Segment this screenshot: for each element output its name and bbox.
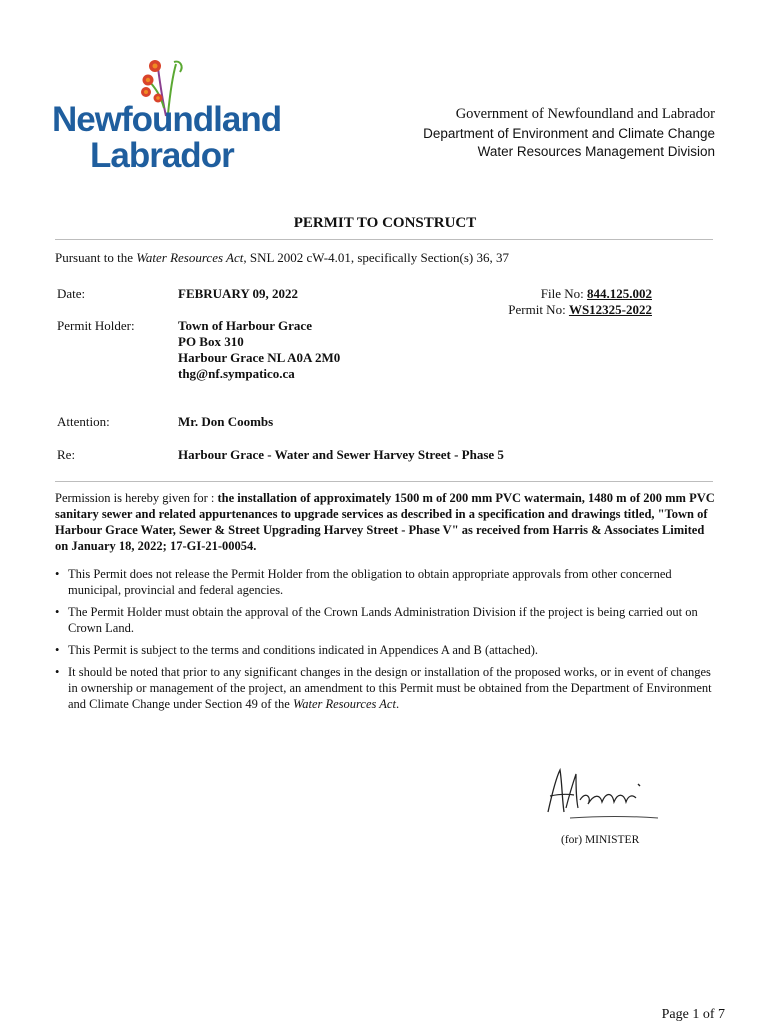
division-name: Water Resources Management Division — [477, 144, 715, 159]
attention-label: Attention: — [57, 414, 110, 429]
list-item: • This Permit does not release the Permit Holder from the obligation to obtain appropriate approvals from other concerned municipal, provincial and federal agencies. — [55, 566, 715, 598]
re-value: Harbour Grace - Water and Sewer Harvey Street - Phase 5 — [178, 447, 504, 462]
permission-body: the installation of approximately 1500 m of 200 mm PVC watermain, 1480 m of 200 mm PVC sanitary sewer and related appurtenances to upgrade services as described in a specification and drawings titled, "Town of Harbour Grace Water, Sewer & Street Upgrading Harvey Street - Phase V" as received from Harris & Associates Limited on January 18, 2022; 17-GI-21-00054. — [55, 491, 715, 553]
file-number-label: File No: — [540, 286, 587, 301]
department-name: Department of Environment and Climate Change — [423, 126, 715, 141]
permit-holder-name: Town of Harbour Grace — [178, 318, 312, 333]
list-item: • This Permit is subject to the terms and conditions indicated in Appendices A and B (attached). — [55, 642, 715, 658]
logo-wordmark-bottom: Labrador — [90, 136, 234, 175]
section-divider — [55, 481, 713, 482]
permit-holder-label: Permit Holder: — [57, 318, 135, 333]
pursuant-prefix: Pursuant to the — [55, 250, 137, 265]
permit-holder-email: thg@nf.sympatico.ca — [178, 366, 295, 381]
permission-paragraph — [55, 490, 715, 554]
conditions-list — [55, 566, 715, 718]
title-divider — [55, 239, 713, 240]
file-number-line — [508, 286, 652, 302]
attention-value: Mr. Don Coombs — [178, 414, 274, 429]
department-header — [423, 106, 715, 162]
permission-prefix: Permission is hereby given for : — [55, 491, 218, 505]
re-label: Re: — [57, 447, 76, 462]
page-number: Page 1 of 7 — [661, 1007, 725, 1022]
amendment-act-name: Water Resources Act — [292, 697, 396, 711]
signer-title: (for) MINISTER — [561, 834, 640, 846]
logo-wordmark-top: Newfoundland — [52, 100, 282, 139]
list-item — [55, 664, 715, 712]
pursuant-suffix: , SNL 2002 cW-4.01, specifically Section(s) 36, 37 — [243, 250, 509, 265]
permit-holder-address — [178, 318, 340, 382]
pursuant-statement — [55, 250, 509, 266]
pursuant-act-name: Water Resources Act — [136, 250, 244, 265]
date-value: FEBRUARY 09, 2022 — [178, 286, 299, 301]
permit-holder-city: Harbour Grace NL A0A 2M0 — [178, 350, 341, 365]
file-number-value: 844.125.002 — [587, 286, 652, 301]
permit-number-value: WS12325-2022 — [568, 302, 652, 317]
amendment-suffix: . — [395, 697, 400, 711]
government-logo — [50, 58, 282, 176]
list-item: • The Permit Holder must obtain the approval of the Crown Lands Administration Division if the project is being carried out on Crown Land. — [55, 604, 715, 636]
permit-holder-po-box: PO Box 310 — [178, 334, 244, 349]
file-info — [508, 286, 652, 318]
date-label: Date: — [57, 286, 86, 301]
government-name: Government of Newfoundland and Labrador — [455, 106, 715, 122]
permit-number-label: Permit No: — [508, 302, 569, 317]
handwritten-signature — [540, 764, 660, 824]
permit-number-line — [508, 302, 652, 318]
document-title: PERMIT TO CONSTRUCT — [293, 215, 477, 231]
amendment-text: It should be noted that prior to any significant changes in the design or installation of the proposed works, or in event of changes in ownership or management of the project, an amendment to this Permit must be obtained from the Department of Environment and Climate Change under Section 49 of the — [68, 665, 712, 711]
